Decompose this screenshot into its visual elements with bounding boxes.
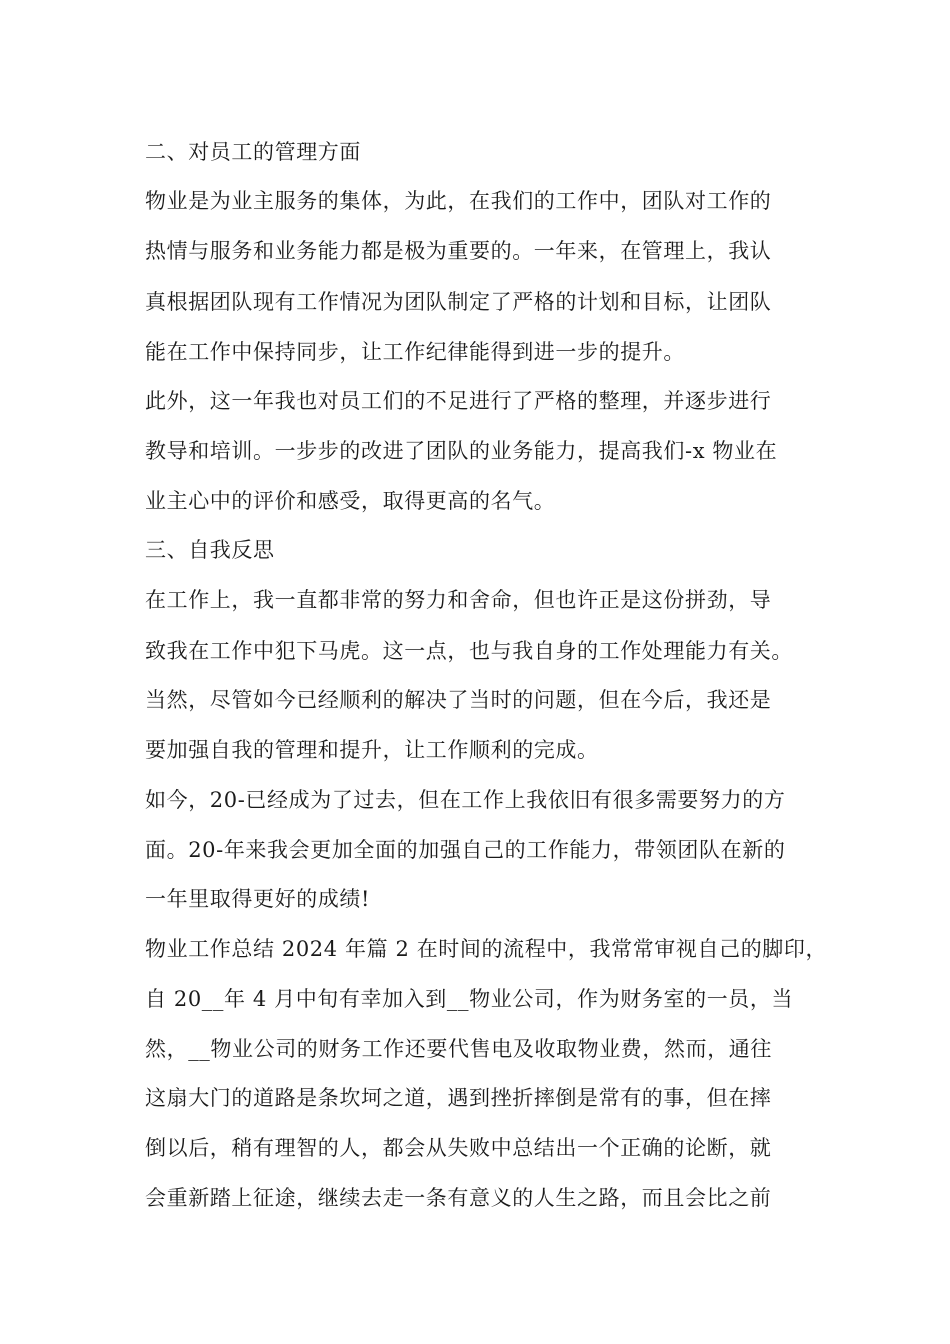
paragraph-line: 此外，这一年我也对员工们的不足进行了严格的整理，并逐步进行: [145, 389, 772, 413]
paragraph-line: 这扇大门的道路是条坎坷之道，遇到挫折摔倒是常有的事，但在摔: [145, 1086, 772, 1110]
paragraph-line: 真根据团队现有工作情况为团队制定了严格的计划和目标，让团队: [145, 290, 772, 314]
paragraph-line: 教导和培训。一步步的改进了团队的业务能力，提高我们-x 物业在: [145, 439, 778, 463]
paragraph-line: 要加强自我的管理和提升，让工作顺利的完成。: [145, 738, 599, 762]
paragraph-line: 一年里取得更好的成绩!: [145, 887, 371, 911]
paragraph-line: 致我在工作中犯下马虎。这一点，也与我自身的工作处理能力有关。: [145, 639, 793, 663]
section-heading-staff-management: 二、对员工的管理方面: [145, 140, 361, 164]
paragraph-line: 面。20-年来我会更加全面的加强自己的工作能力，带领团队在新的: [145, 838, 786, 862]
paragraph-line: 自 20__年 4 月中旬有幸加入到__物业公司，作为财务室的一员，当: [145, 987, 794, 1011]
paragraph-line: 热情与服务和业务能力都是极为重要的。一年来，在管理上，我认: [145, 239, 772, 263]
paragraph-line: 当然，尽管如今已经顺利的解决了当时的问题，但在今后，我还是: [145, 688, 772, 712]
paragraph-line: 能在工作中保持同步，让工作纪律能得到进一步的提升。: [145, 340, 685, 364]
paragraph-line: 业主心中的评价和感受，取得更高的名气。: [145, 489, 556, 513]
paragraph-line: 如今，20-已经成为了过去，但在工作上我依旧有很多需要努力的方: [145, 788, 786, 812]
paragraph-line: 倒以后，稍有理智的人，都会从失败中总结出一个正确的论断，就: [145, 1136, 772, 1160]
paragraph-line: 在工作上，我一直都非常的努力和舍命，但也许正是这份拼劲，导: [145, 588, 772, 612]
paragraph-line: 物业是为业主服务的集体，为此，在我们的工作中，团队对工作的: [145, 189, 772, 213]
paragraph-line: 会重新踏上征途，继续去走一条有意义的人生之路，而且会比之前: [145, 1186, 772, 1210]
paragraph-line: 物业工作总结 2024 年篇 2 在时间的流程中，我常常审视自己的脚印，: [145, 937, 828, 961]
paragraph-line: 然，__物业公司的财务工作还要代售电及收取物业费，然而，通往: [145, 1037, 772, 1061]
section-heading-self-reflection: 三、自我反思: [145, 538, 275, 562]
